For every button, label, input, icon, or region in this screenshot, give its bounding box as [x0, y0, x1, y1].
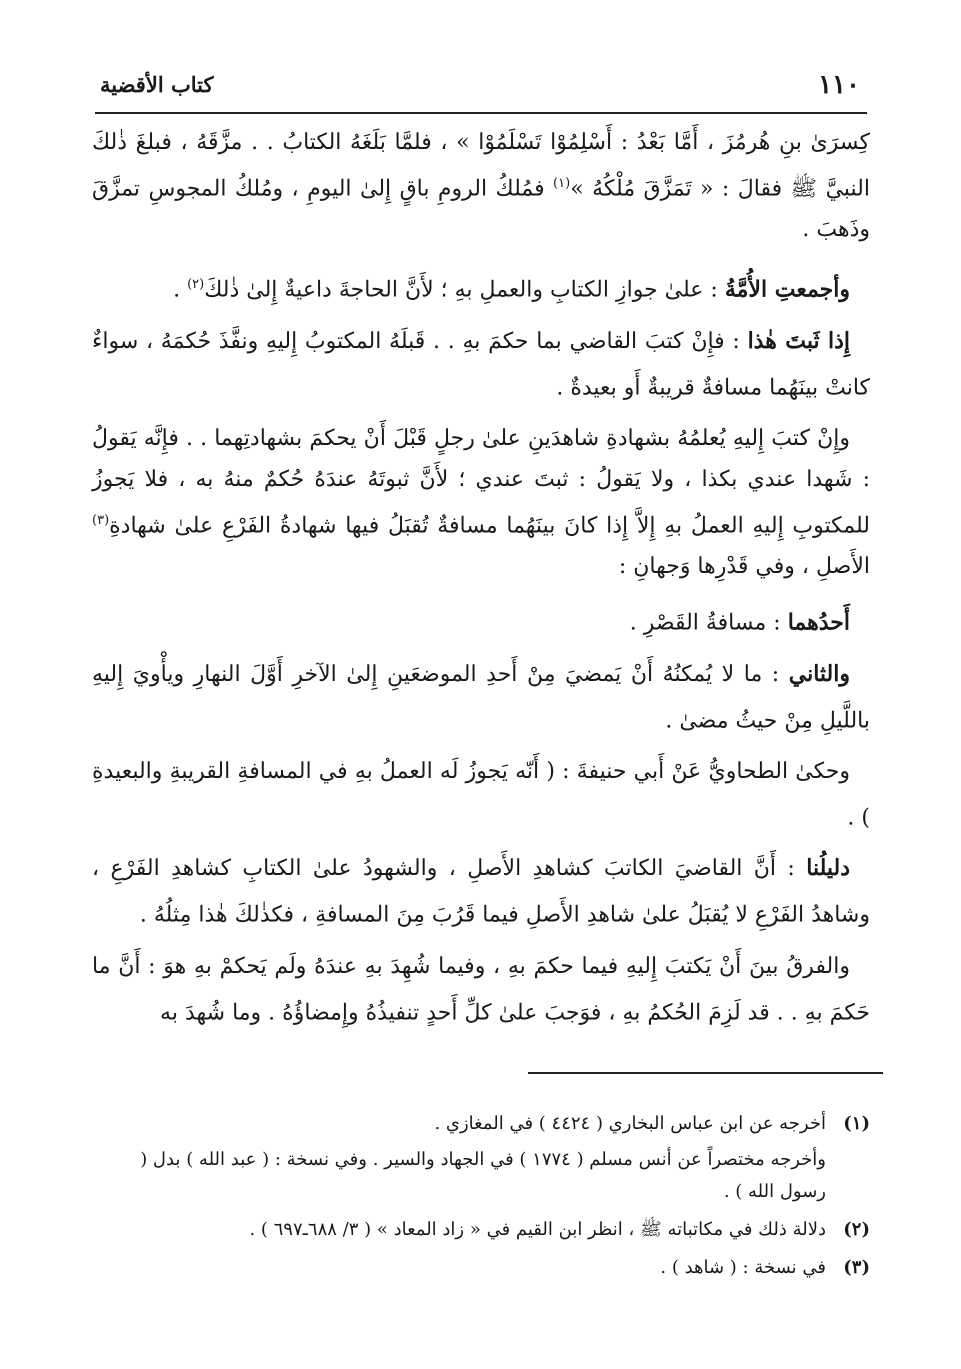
paragraph-tail: الأَصلِ ، وفي قَدْرِها وَجهانِ :: [618, 554, 870, 580]
paragraph-text: وحكىٰ الطحاويُّ عَنْ أَبي حنيفةَ : ( أَنّه يَجوزُ لَه العملُ بهِ في المسافةِ القريبةِ والبعيدةِ ) .: [92, 758, 870, 831]
paragraph: [92, 597, 870, 643]
footnote-mark: (٢): [843, 1219, 870, 1240]
footnote-text: دلالة ذلك في مكاتباته ﷺ ، انظر ابن القيم في « زاد المعاد » ( ٣/ ٦٨٨ـ٦٩٧ ) .: [249, 1219, 826, 1240]
paragraph-text: : فإِنْ كتبَ القاضي بما حكمَ بهِ . . قَبلَهُ المكتوبُ إِليهِ ونفَّذَ حُكمَهُ ، سواءٌ كانتْ بينَهُما مسافةٌ قريبةٌ أَو بعيدةٌ .: [92, 328, 870, 400]
paragraph-lead: وأجمعتِ الأُمَّةُ: [724, 276, 850, 303]
footnotes: [110, 1108, 870, 1290]
paragraph-text: : مسافةُ القَصْرِ .: [629, 610, 788, 636]
paragraph: [92, 946, 870, 1033]
page-number: ١١٠: [818, 70, 860, 100]
paragraph-lead: دليلُنا: [806, 855, 850, 882]
paragraph-text: والفرقُ بينَ أَنْ يَكتبَ إِليهِ فيما حكمَ بهِ ، وفيما شُهِدَ بهِ عندَهُ ولَم يَحكمْ بهِ هوَ : أَنَّ ما حَكمَ بهِ . . قد لَزِمَ الحُكمُ بهِ ، فوَجبَ علىٰ كلِّ أَحدٍ تنفيذُهُ وإِمضاؤُهُ . وما شُهدَ به: [92, 953, 870, 1025]
paragraph-text: كِسرَىٰ بنِ هُرمُزَ ، أَمَّا بَعْدُ : أَسْلِمُوْا تَسْلَمُوْا » ، فلمَّا بَلَغَهُ الكتابُ . . مزَّقَهُ ، فبلغَ ذٰلكَ النبيَّ ﷺ فقالَ : « تَمَزَّقَ مُلْكُهُ »: [92, 130, 870, 202]
footnote-text: في نسخة : ( شاهد ) .: [660, 1257, 826, 1278]
footnote-ref: (١): [553, 176, 571, 191]
paragraph-text: : علىٰ جوازِ الكتابِ والعملِ بهِ ؛ لأَنَّ الحاجةَ داعيةٌ إِلىٰ ذٰلكَ: [204, 277, 725, 303]
paragraph: [92, 321, 870, 408]
footnote-ref: (٢): [187, 277, 205, 293]
footnote-subtext: وأخرجه مختصراً عن أنس مسلم ( ١٧٧٤ ) في الجهاد والسير . وفي نسخة : ( عبد الله ) بدل ( رسول الله ) .: [140, 1149, 826, 1202]
footnote-rule: [528, 1072, 883, 1074]
footnote: [110, 1108, 870, 1208]
paragraph-text: : ما لا يُمكنُهُ أَنْ يَمضيَ مِنْ أَحدِ الموضعَينِ إِلىٰ الآخرِ أَوَّلَ النهارِ ويأْويَ إِليهِ باللَّيلِ مِنْ حيثُ مضىٰ .: [92, 661, 870, 733]
footnote-mark: (١): [843, 1113, 870, 1134]
footnote: [110, 1214, 870, 1246]
footnote-text: أخرجه عن ابن عباس البخاري ( ٤٤٢٤ ) في المغازي .: [434, 1113, 826, 1134]
paragraph-lead: إِذا ثَبتَ هٰذا: [747, 327, 850, 354]
footnote-ref: (٣): [92, 512, 110, 528]
paragraph: [92, 654, 870, 741]
page-header: [100, 70, 860, 110]
paragraph-lead: أَحدُهما: [787, 609, 850, 636]
paragraph-tail: .: [173, 277, 188, 303]
paragraph-text: وإِنْ كتبَ إِليهِ يُعلمُهُ بشهادةِ شاهدَينِ علىٰ رجلٍ قَبْلَ أَنْ يحكمَ بشهادتِهما . . فإِنَّه يَقولُ : شَهدا عندي بكذا ، ولا يَقولُ : ثبتَ عندي ؛ لأَنَّ ثبوتَهُ عندَهُ حُكمٌ منهُ به ، فلا يَجوزُ للمكتوبِ إِليهِ العملُ بهِ إِلاَّ إِذا كانَ بينَهُما مسافةٌ تُقبَلُ فيها شهادةُ الفَرْعِ علىٰ شهادةِ: [92, 425, 870, 539]
paragraph: [92, 122, 870, 250]
paragraph: [92, 848, 870, 935]
paragraph-lead: والثاني: [788, 660, 850, 687]
footnote: [110, 1252, 870, 1284]
paragraph-text: : أَنَّ القاضيَ الكاتبَ كشاهدِ الأَصلِ ، والشهودُ علىٰ الكتابِ كشاهدِ الفَرْعِ ، وشاهدُ الفَرْعِ لا يُقبَلُ علىٰ شاهدِ الأَصلِ فيما قَرُبَ مِنَ المسافةِ ، فكذٰلكَ هٰذا مِثلُهُ .: [92, 856, 870, 928]
paragraph: [92, 264, 870, 310]
paragraph: [92, 418, 870, 587]
paragraph: [92, 751, 870, 838]
paragraph-tail: فمُلكُ الرومِ باقٍ إِلىٰ اليومِ ، ومُلكُ المجوسِ تمزَّقَ وذَهبَ .: [92, 176, 870, 243]
header-rule: [95, 112, 867, 114]
main-text: [92, 122, 870, 1043]
footnote-mark: (٣): [843, 1257, 870, 1278]
book-title: كتاب الأقضية: [100, 72, 214, 97]
